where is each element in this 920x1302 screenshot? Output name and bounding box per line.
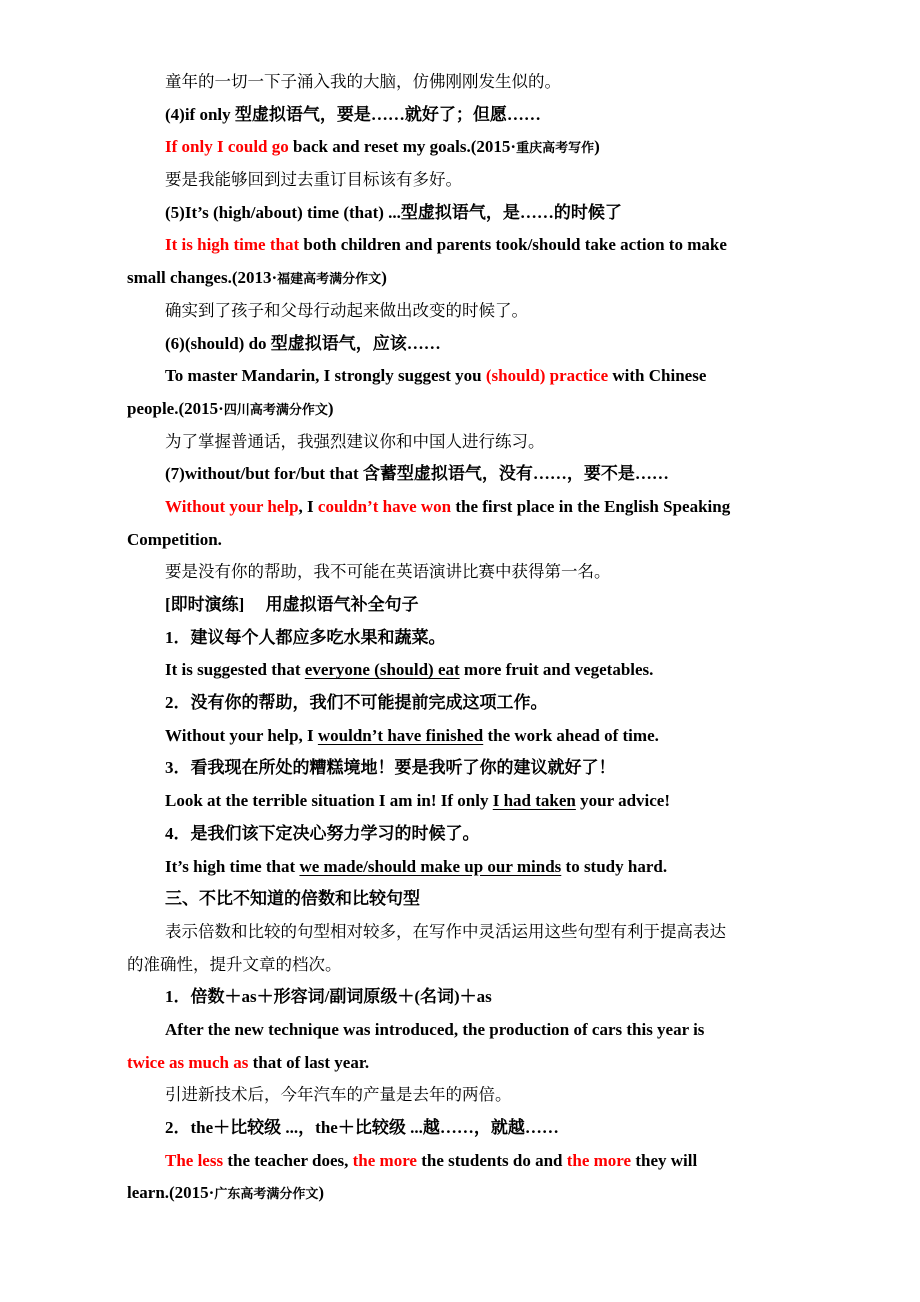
text: (4)if only 型虚拟语气，要是……就好了；但愿…… xyxy=(165,104,541,124)
text-line xyxy=(0,1112,920,1145)
text: 2．the＋比较级 ...，the＋比较级 ...越……，就越…… xyxy=(165,1118,559,1137)
text: to study hard. xyxy=(561,856,668,876)
text: ) xyxy=(381,268,387,288)
text-line xyxy=(0,393,920,426)
text: more fruit and vegetables. xyxy=(459,660,654,680)
answer-blank: we made/should make up our minds xyxy=(299,856,562,876)
text-line xyxy=(0,949,920,982)
text: 1．倍数＋as＋形容词/副词原级＋(名词)＋as xyxy=(165,987,492,1007)
text: 三、不比不知道的倍数和比较句型 xyxy=(165,889,420,909)
text-line xyxy=(0,752,920,785)
text: ) xyxy=(318,1183,325,1203)
highlighted-text: It is high time that xyxy=(165,235,300,255)
text: that of last year. xyxy=(248,1052,370,1072)
text-line xyxy=(0,654,920,687)
text-line xyxy=(0,262,920,295)
text: It’s high time that xyxy=(165,856,300,876)
text-line xyxy=(0,99,920,132)
text: with Chinese xyxy=(608,366,707,386)
text: learn.(2015· xyxy=(127,1183,215,1203)
text-line xyxy=(0,1047,920,1080)
highlighted-text: the more xyxy=(566,1150,632,1170)
text: the students do and xyxy=(416,1150,567,1170)
text: 的准确性，提升文章的档次。 xyxy=(127,954,342,974)
text-line xyxy=(0,131,920,164)
text: (5)It’s (high/about) time (that) ...型虚拟语气，是……的时候了 xyxy=(165,202,622,222)
document-page xyxy=(0,66,920,1210)
source-label: 重庆高考写作 xyxy=(516,141,595,157)
text: 要是我能够回到过去重订目标该有多好。 xyxy=(165,170,462,190)
text-line xyxy=(0,229,920,262)
text-line xyxy=(0,1145,920,1178)
answer-blank: wouldn’t have finished xyxy=(317,725,484,745)
text-line xyxy=(0,818,920,851)
text: , I xyxy=(298,496,318,516)
answer-blank: everyone (should) eat xyxy=(304,660,460,680)
text-line xyxy=(0,360,920,393)
highlighted-text: The less xyxy=(165,1150,224,1170)
text: 2．没有你的帮助，我们不可能提前完成这项工作。 xyxy=(165,693,548,713)
text-line xyxy=(0,328,920,361)
text: the teacher does, xyxy=(223,1150,353,1170)
text-line xyxy=(0,1177,920,1210)
highlighted-text: (should) practice xyxy=(485,366,609,386)
highlighted-text: couldn’t have won xyxy=(317,496,452,516)
text-line xyxy=(0,197,920,230)
text: they will xyxy=(631,1150,698,1170)
text: the first place in the English Speaking xyxy=(451,496,731,516)
highlighted-text: If only I could go xyxy=(165,137,289,157)
highlighted-text: Without your help xyxy=(165,496,299,516)
answer-blank: I had taken xyxy=(492,791,576,811)
text-line xyxy=(0,66,920,99)
text: After the new technique was introduced, the production of cars this year is xyxy=(165,1019,705,1039)
text: 引进新技术后，今年汽车的产量是去年的两倍。 xyxy=(165,1085,512,1105)
text-line xyxy=(0,556,920,589)
text-line xyxy=(0,491,920,524)
text: ) xyxy=(594,137,600,157)
text-line xyxy=(0,1079,920,1112)
text-line xyxy=(0,981,920,1014)
text-line xyxy=(0,524,920,557)
text: To master Mandarin, I strongly suggest you xyxy=(165,366,486,386)
text-line xyxy=(0,589,920,622)
text-line xyxy=(0,426,920,459)
text: your advice! xyxy=(575,791,670,811)
text: 4．是我们该下定决心努力学习的时候了。 xyxy=(165,823,480,843)
highlighted-text: the more xyxy=(352,1150,417,1170)
text-line xyxy=(0,295,920,328)
text-line xyxy=(0,785,920,818)
text: It is suggested that xyxy=(165,660,305,680)
text-line xyxy=(0,1014,920,1047)
source-label: 福建高考满分作文 xyxy=(277,272,382,288)
text: 要是没有你的帮助，我不可能在英语演讲比赛中获得第一名。 xyxy=(165,562,611,582)
text: 为了掌握普通话，我强烈建议你和中国人进行练习。 xyxy=(165,431,545,451)
text: people.(2015· xyxy=(127,398,224,418)
text-line xyxy=(0,622,920,655)
text: back and reset my goals.(2015· xyxy=(288,137,517,157)
text: 1．建议每个人都应多吃水果和蔬菜。 xyxy=(165,627,446,647)
text: the work ahead of time. xyxy=(483,725,659,745)
text: (6)(should) do 型虚拟语气，应该…… xyxy=(165,333,441,353)
text: 童年的一切一下子涌入我的大脑，仿佛刚刚发生似的。 xyxy=(165,72,561,91)
text-line xyxy=(0,916,920,949)
text: both children and parents took/should take action to make xyxy=(299,235,727,255)
text-line xyxy=(0,851,920,884)
text: Without your help, I xyxy=(165,725,318,745)
text: 3．看我现在所处的糟糕境地！要是我听了你的建议就好了！ xyxy=(165,758,616,778)
text: ) xyxy=(327,398,334,418)
text: small changes.(2013· xyxy=(127,268,278,288)
text-line xyxy=(0,720,920,753)
highlighted-text: twice as much as xyxy=(127,1052,249,1072)
text: [即时演练] 用虚拟语气补全句子 xyxy=(165,595,419,614)
source-label: 四川高考满分作文 xyxy=(223,402,328,418)
text: 表示倍数和比较的句型相对较多，在写作中灵活运用这些句型有利于提高表达 xyxy=(165,921,726,941)
text: Look at the terrible situation I am in! If only xyxy=(165,791,493,811)
text-line xyxy=(0,164,920,197)
text-line xyxy=(0,687,920,720)
text: (7)without/but for/but that 含蓄型虚拟语气，没有……，要不是…… xyxy=(165,464,669,484)
source-label: 广东高考满分作文 xyxy=(214,1187,319,1203)
text: Competition. xyxy=(127,529,222,549)
text-line xyxy=(0,458,920,491)
text-line xyxy=(0,883,920,916)
text: 确实到了孩子和父母行动起来做出改变的时候了。 xyxy=(165,300,528,320)
